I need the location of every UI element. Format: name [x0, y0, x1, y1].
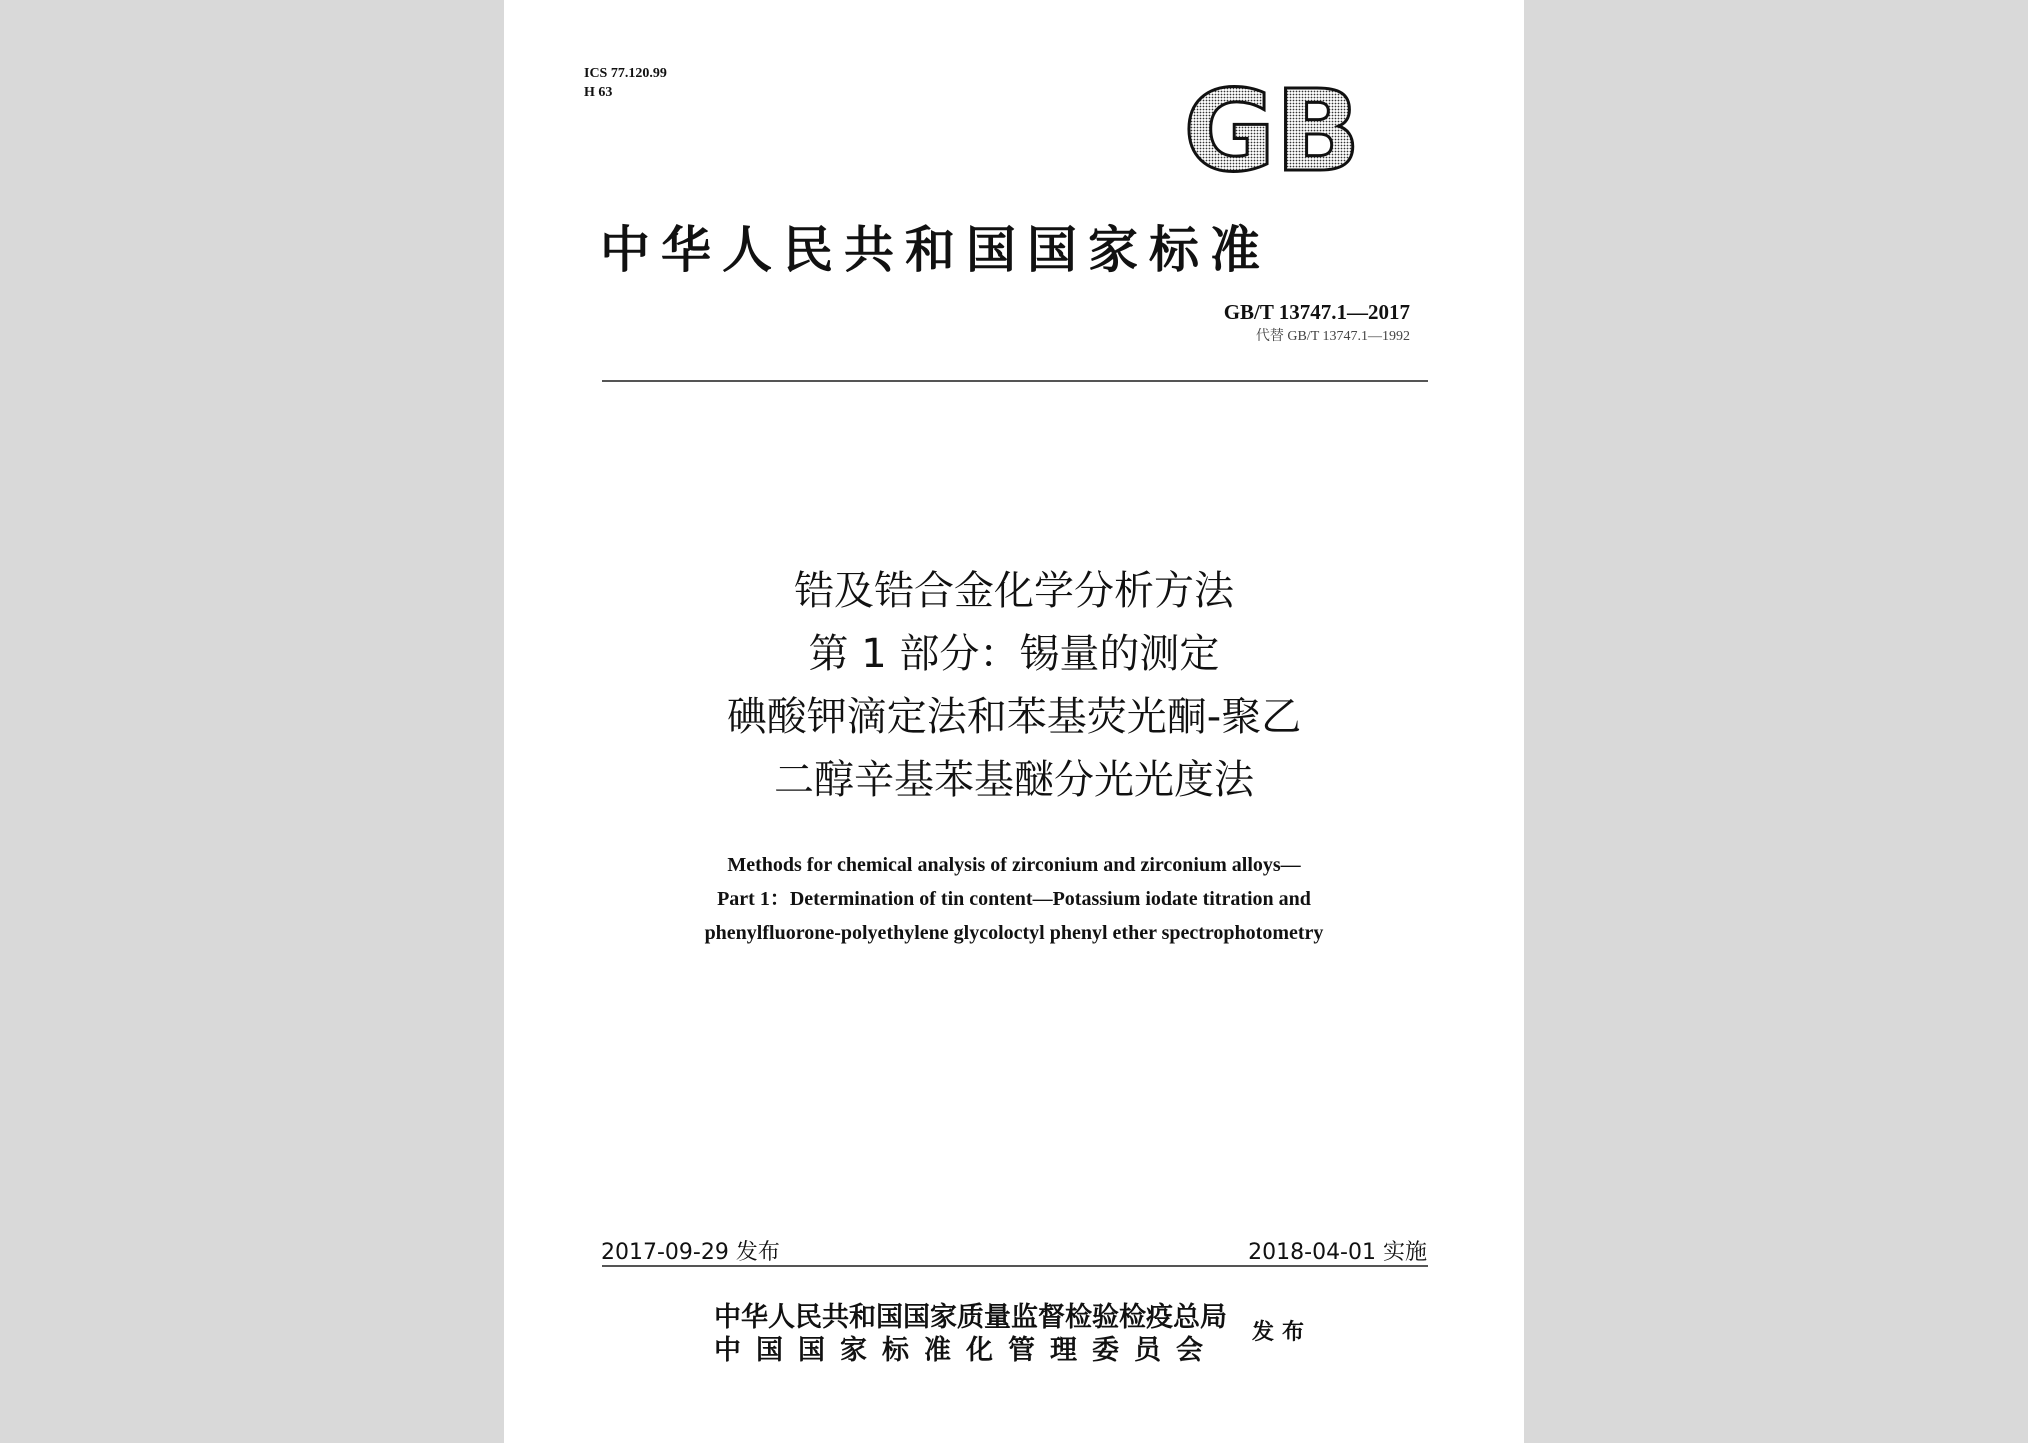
standard-number: GB/T 13747.1—2017 — [1223, 300, 1410, 324]
english-title-line: Methods for chemical analysis of zirconium and zirconium alloys— — [727, 854, 1301, 876]
document-page — [504, 0, 1524, 1443]
issuing-authority-2: 中国国家标准化管理委员会 — [714, 1335, 1218, 1366]
chinese-title-line: 锆及锆合金化学分析方法 — [794, 568, 1234, 614]
chinese-title-line: 碘酸钾滴定法和苯基荧光酮-聚乙 — [726, 694, 1302, 740]
english-title-line: phenylfluorone-polyethylene glycoloctyl phenyl ether spectrophotometry — [704, 922, 1324, 944]
ics-code: ICS 77.120.99 — [584, 66, 667, 81]
footer-divider — [602, 1265, 1428, 1267]
issue-date: 2017-09-29 发布 — [601, 1240, 780, 1265]
chinese-title — [504, 560, 1524, 812]
replaces-standard: 代替 GB/T 13747.1—1992 — [1255, 329, 1410, 344]
gb-logo-text: GB — [1183, 78, 1361, 184]
issue-word: 发布 — [1252, 1320, 1313, 1345]
english-title-line: Part 1：Determination of tin content—Potassium iodate titration and — [717, 888, 1311, 910]
gb-logo — [1172, 78, 1372, 184]
classification-codes — [584, 64, 667, 102]
header-divider — [602, 380, 1428, 382]
issuing-authority-1: 中华人民共和国国家质量监督检验检疫总局 — [714, 1302, 1227, 1333]
chinese-title-line: 二醇辛基苯基醚分光光度法 — [774, 757, 1254, 803]
ccs-code: H 63 — [584, 85, 613, 100]
national-standard-title: 中华人民共和国国家标准 — [600, 221, 1271, 279]
chinese-title-line: 第 1 部分：锡量的测定 — [808, 631, 1220, 677]
implementation-date: 2018-04-01 实施 — [1248, 1240, 1427, 1265]
english-title — [504, 848, 1524, 950]
